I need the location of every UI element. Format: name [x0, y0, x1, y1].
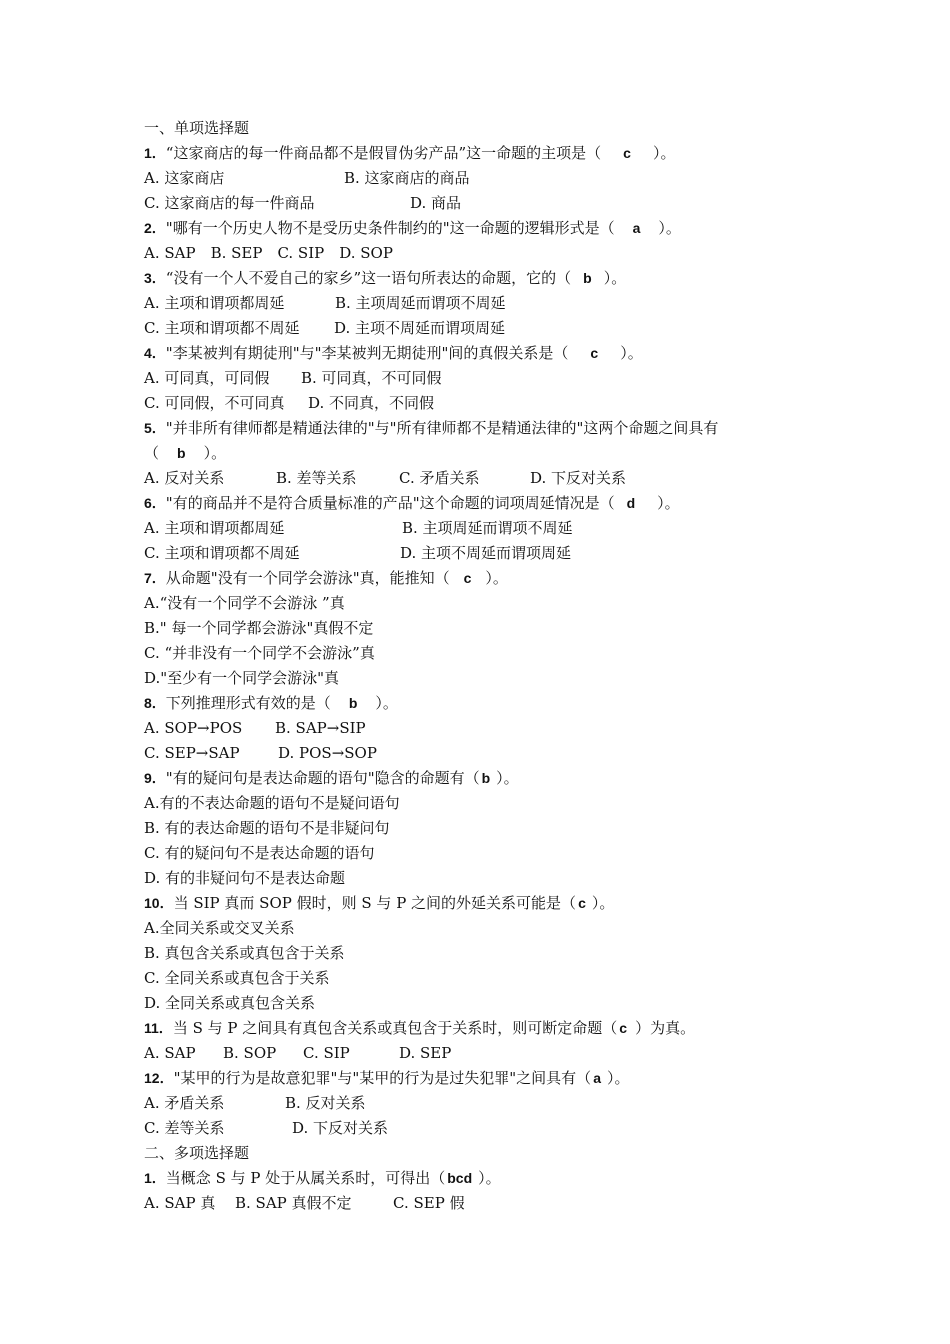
option-c: C. SEP→SAP [144, 744, 240, 762]
answer-key: bcd [447, 1170, 473, 1186]
question-stem: “这家商店的每一件商品都不是假冒伪劣产品”这一命题的主项是（ [165, 144, 602, 162]
option-c: C. 矛盾关系 [399, 469, 480, 487]
option-d: D. POS→SOP [278, 744, 377, 762]
question-2-options: A. SAP B. SEP C. SIP D. SOP [144, 244, 393, 262]
option-c: C. SEP 假 [393, 1194, 465, 1212]
question-stem: 当 S 与 P 之间具有真包含关系或真包含于关系时，则可断定命题（ [172, 1019, 618, 1037]
question-12: 12．"某甲的行为是故意犯罪"与"某甲的行为是过失犯罪"之间具有（ a ）。 [144, 1069, 630, 1087]
question-6: 6．"有的商品并不是符合质量标准的产品"这个命题的词项周延情况是（ d ）。 [144, 494, 680, 512]
question-number: 7． [144, 570, 166, 586]
option-a: A.全同关系或交叉关系 [144, 919, 295, 937]
option-b: B. 反对关系 [285, 1094, 366, 1112]
option-b: B. 有的表达命题的语句不是非疑问句 [144, 819, 390, 837]
option-c: C. 主项和谓项都不周延 [144, 544, 300, 562]
option-d: D. 主项不周延而谓项周延 [334, 319, 506, 337]
option-b: B. 主项周延而谓项不周延 [402, 519, 573, 537]
option-d: D. SEP [399, 1044, 452, 1062]
question-stem: "哪有一个历史人物不是受历史条件制约的"这一命题的逻辑形式是（ [165, 219, 615, 237]
question-number: 4． [144, 345, 166, 361]
question-number: 5． [144, 420, 166, 436]
question-number: 6． [144, 495, 166, 511]
option-b: B. SAP 真假不定 [235, 1194, 352, 1212]
option-b: B." 每一个同学都会游泳"真假不定 [144, 619, 374, 637]
question-stem: “没有一个人不爱自己的家乡”这一语句所表达的命题，它的（ [165, 269, 572, 287]
question-9: 9．"有的疑问句是表达命题的语句"隐含的命题有（ b ）。 [144, 769, 519, 787]
option-a: A. 反对关系 [144, 469, 225, 487]
question-stem: "并非所有律师都是精通法律的"与"所有律师都不是精通法律的"这两个命题之间具有 [165, 419, 719, 437]
question-stem: "某甲的行为是故意犯罪"与"某甲的行为是过失犯罪"之间具有（ [173, 1069, 592, 1087]
question-number: 12． [144, 1070, 174, 1086]
question-stem: "李某被判有期徒刑"与"李某被判无期徒刑"间的真假关系是（ [165, 344, 569, 362]
option-b: B. SAP→SIP [275, 719, 366, 737]
option-a: A. 主项和谓项都周延 [144, 294, 285, 312]
question-10: 10．当 SIP 真而 SOP 假时，则 S 与 P 之间的外延关系可能是（ c ）。 [144, 894, 615, 912]
question-number: 11． [144, 1020, 173, 1036]
question-number: 3． [144, 270, 166, 286]
question-stem: 当 SIP 真而 SOP 假时，则 S 与 P 之间的外延关系可能是（ [173, 894, 577, 912]
option-a: A. 矛盾关系 [144, 1094, 225, 1112]
question-3: 3．“没有一个人不爱自己的家乡”这一语句所表达的命题，它的（ b ）。 [144, 269, 627, 287]
answer-key: c [463, 570, 472, 586]
option-d: D. 下反对关系 [292, 1119, 389, 1137]
question-number: 8． [144, 695, 166, 711]
answer-key: d [626, 495, 636, 511]
option-a: A. 主项和谓项都周延 [144, 519, 285, 537]
question-number: 2． [144, 220, 166, 236]
question-stem: "有的商品并不是符合质量标准的产品"这个命题的词项周延情况是（ [165, 494, 615, 512]
option-b: B. 可同真，不可同假 [301, 369, 442, 387]
question-number: 9． [144, 770, 166, 786]
answer-key: b [177, 445, 186, 461]
option-d: D. 全同关系或真包含关系 [144, 994, 316, 1012]
option-d: D. 有的非疑问句不是表达命题 [144, 869, 346, 887]
option-c: C. 差等关系 [144, 1119, 225, 1137]
answer-key: c [590, 345, 599, 361]
question-1: 1．“这家商店的每一件商品都不是假冒伪劣产品”这一命题的主项是（ c ）。 [144, 144, 676, 162]
question-stem: 当概念 S 与 P 处于从属关系时，可得出（ [165, 1169, 446, 1187]
question-5 [144, 416, 718, 441]
option-c: C. 有的疑问句不是表达命题的语句 [144, 844, 375, 862]
option-c: C. 全同关系或真包含于关系 [144, 969, 330, 987]
option-d: D. 下反对关系 [530, 469, 627, 487]
option-a: A. SAP [144, 1044, 196, 1062]
question-number: 10． [144, 895, 174, 911]
question-stem: 下列推理形式有效的是（ [165, 694, 331, 712]
option-a: A.有的不表达命题的语句不是疑问语句 [144, 794, 400, 812]
answer-key: a [632, 220, 641, 236]
option-c: C. SIP [303, 1044, 350, 1062]
question-2: 2．"哪有一个历史人物不是受历史条件制约的"这一命题的逻辑形式是（ a ）。 [144, 219, 681, 237]
multi-question-1: 1．当概念 S 与 P 处于从属关系时，可得出（ bcd ）。 [144, 1169, 501, 1187]
option-d: D. 不同真，不同假 [308, 394, 435, 412]
option-b: B. 主项周延而谓项不周延 [335, 294, 506, 312]
option-a: A. 这家商店 [144, 169, 225, 187]
answer-key: c [623, 145, 631, 161]
option-d: D. 商品 [410, 194, 462, 212]
question-5-continued: （ b ）。 [144, 444, 227, 462]
option-d: D."至少有一个同学会游泳"真 [144, 669, 340, 687]
question-number: 1． [144, 1170, 166, 1186]
option-b: B. 真包含关系或真包含于关系 [144, 944, 345, 962]
section-heading-single-choice: 一、单项选择题 [144, 119, 250, 137]
option-c: C. “并非没有一个同学不会游泳”真 [144, 644, 375, 662]
option-b: B. 差等关系 [276, 469, 357, 487]
option-c: C. 可同假，不可同真 [144, 394, 285, 412]
question-8: 8．下列推理形式有效的是（ b ）。 [144, 694, 398, 712]
option-d: D. 主项不周延而谓项周延 [400, 544, 572, 562]
option-a: A. 可同真，可同假 [144, 369, 270, 387]
option-a: A. SOP→POS [144, 719, 243, 737]
answer-key: b [583, 270, 592, 286]
answer-key: b [348, 695, 358, 711]
option-b: B. SOP [223, 1044, 277, 1062]
option-c: C. 这家商店的每一件商品 [144, 194, 315, 212]
option-c: C. 主项和谓项都不周延 [144, 319, 300, 337]
section-heading-multiple-choice: 二、多项选择题 [144, 1144, 250, 1162]
question-4: 4．"李某被判有期徒刑"与"李某被判无期徒刑"间的真假关系是（ c ）。 [144, 344, 643, 362]
option-a: A. SAP 真 [144, 1194, 216, 1212]
question-7: 7．从命题"没有一个同学会游泳"真，能推知（ c ）。 [144, 569, 508, 587]
answer-key: b [481, 770, 491, 786]
question-number: 1． [144, 145, 166, 161]
question-stem: "有的疑问句是表达命题的语句"隐含的命题有（ [165, 769, 480, 787]
question-stem: 从命题"没有一个同学会游泳"真，能推知（ [165, 569, 450, 587]
option-b: B. 这家商店的商品 [344, 169, 470, 187]
answer-key: c [619, 1020, 628, 1036]
option-a: A.“没有一个同学不会游泳 ”真 [144, 594, 345, 612]
answer-key: a [593, 1070, 601, 1086]
answer-key: c [578, 895, 586, 911]
question-11: 11．当 S 与 P 之间具有真包含关系或真包含于关系时，则可断定命题（ c ）为真。 [144, 1019, 696, 1037]
